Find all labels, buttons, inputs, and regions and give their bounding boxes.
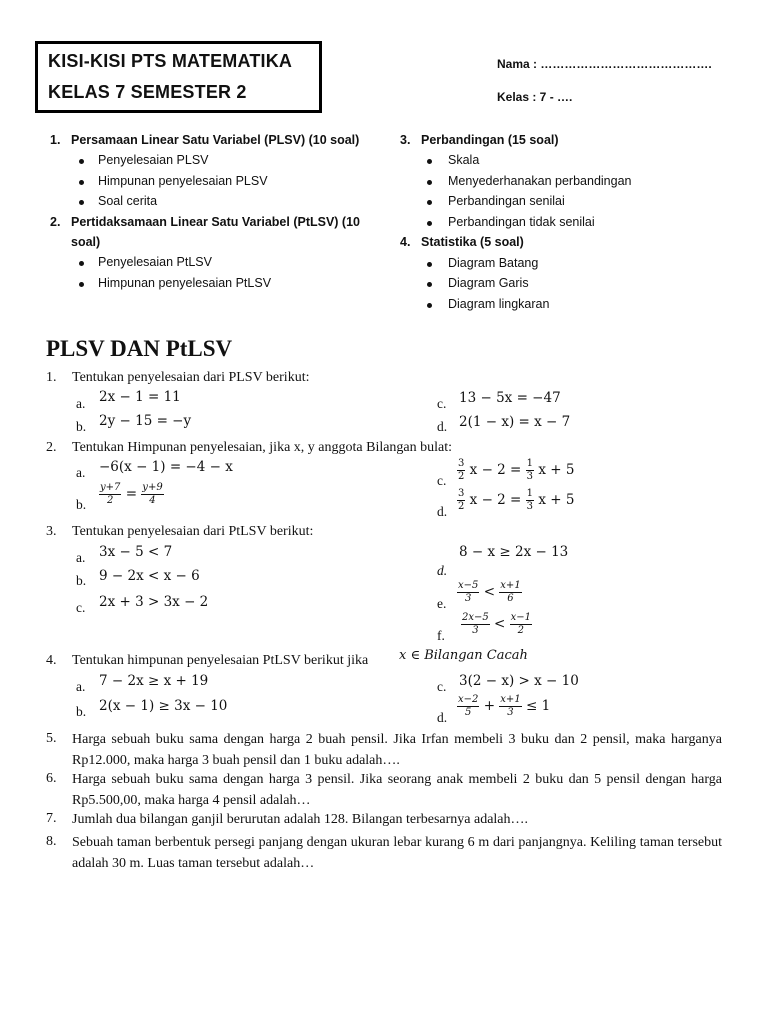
q4-d-den2: 3 (507, 707, 514, 718)
q3-f-label: f. (437, 628, 445, 643)
q4-d-num1: x−2 (458, 694, 479, 705)
q3-text: Tentukan penyelesaian dari PtLSV berikut: (72, 524, 314, 539)
q2-c-num1: 3 (458, 458, 465, 469)
q4-text: Tentukan himpunan penyelesaian PtLSV berikut jika (72, 653, 369, 668)
q3-e-num1: x−5 (458, 580, 479, 591)
q4-b-label: b. (76, 704, 87, 719)
q4-c-label: c. (437, 679, 447, 694)
q3-b-equation: 9 − 2x < x − 6 (99, 568, 200, 584)
q2-d-middle: x − 2 = (469, 492, 522, 508)
q1-text: Tentukan penyelesaian dari PLSV berikut: (72, 370, 310, 385)
q7-text: Jumlah dua bilangan ganjil berurutan adalah 128. Bilangan terbesarnya adalah…. (72, 812, 529, 827)
q3-f-den1: 3 (472, 625, 479, 636)
outline-3-title: Perbandingan (15 soal) (421, 133, 559, 147)
outline-1-num: 1. (50, 133, 61, 147)
q3-d-label: d. (437, 563, 448, 578)
bullet-icon (79, 282, 84, 287)
q3-d-equation: 8 − x ≥ 2x − 13 (459, 544, 569, 560)
q2-c-den1: 2 (458, 471, 465, 482)
q2-a-label: a. (76, 465, 86, 480)
outline-2-title-cont: soal) (71, 235, 101, 249)
outline-2-title: Pertidaksamaan Linear Satu Variabel (PtLSV) (10 (71, 215, 361, 229)
bullet-icon (79, 261, 84, 266)
q4-d-operator: + (483, 698, 495, 714)
outline-4-num: 4. (400, 235, 411, 249)
q2-c-den2: 3 (526, 471, 534, 482)
q8-text: Sebuah taman berbentuk persegi panjang dengan ukuran lebar kurang 6 m dari panjangnya. Keliling taman tersebut adalah 30 m. Luas taman tersebut adalah… (72, 835, 722, 871)
outline-3-item: Perbandingan senilai (448, 194, 565, 208)
q2-d-num2: 1 (526, 488, 534, 499)
bullet-icon (427, 303, 432, 308)
q4-a-equation: 7 − 2x ≥ x + 19 (99, 673, 209, 689)
q2-b-label: b. (76, 497, 87, 512)
q3-c-label: c. (76, 600, 86, 615)
q2-c-label: c. (437, 473, 447, 488)
q8-number: 8. (46, 834, 57, 849)
outline-4-item: Diagram Garis (448, 276, 529, 290)
q3-f-den2: 2 (517, 625, 525, 636)
q2-b-equals: = (125, 486, 137, 502)
q1-c-label: c. (437, 396, 447, 411)
outline-1-item: Penyelesaian PLSV (98, 153, 209, 167)
q2-d-equation (457, 489, 574, 512)
q3-e-den1: 3 (465, 593, 472, 604)
q2-b-num2: y+9 (142, 482, 163, 493)
bullet-icon (79, 159, 84, 164)
q5-text: Harga sebuah buku sama dengan harga 2 buah pensil. Jika Irfan membeli 3 buku dan 2 pensil, maka harganya Rp12.000, maka harga 3 buah pensil dan 1 buku adalah…. (72, 732, 722, 768)
q4-d-den1: 5 (465, 707, 472, 718)
bullet-icon (427, 282, 432, 287)
q3-e-operator: < (483, 584, 495, 600)
q3-number: 3. (46, 524, 57, 539)
title-box (35, 41, 322, 113)
q7-number: 7. (46, 811, 57, 826)
q4-number: 4. (46, 653, 57, 668)
q4-d-num2: x+1 (500, 694, 521, 705)
q2-b-equation (99, 483, 164, 506)
q3-e-label: e. (437, 596, 447, 611)
q2-d-label: d. (437, 504, 448, 519)
q4-d-label: d. (437, 710, 448, 725)
q3-b-label: b. (76, 573, 87, 588)
q4-d-end: ≤ 1 (525, 698, 551, 714)
outline-1-item: Himpunan penyelesaian PLSV (98, 174, 268, 188)
q2-b-den1: 2 (107, 495, 114, 506)
q2-text: Tentukan Himpunan penyelesaian, jika x, y anggota Bilangan bulat: (72, 440, 453, 455)
title-line-2: KELAS 7 SEMESTER 2 (48, 82, 247, 102)
q1-number: 1. (46, 370, 57, 385)
q3-a-equation: 3x − 5 < 7 (99, 544, 173, 560)
outline-3-num: 3. (400, 133, 411, 147)
q2-number: 2. (46, 440, 57, 455)
q6-number: 6. (46, 771, 57, 786)
q2-d-end: x + 5 (538, 492, 575, 508)
bullet-icon (427, 200, 432, 205)
q3-e-inequality (457, 581, 522, 604)
section-title: PLSV DAN PtLSV (46, 336, 233, 361)
q1-d-equation: 2(1 − x) = x − 7 (459, 414, 571, 430)
outline-3-item: Perbandingan tidak senilai (448, 215, 595, 229)
bullet-icon (427, 221, 432, 226)
outline-2-num: 2. (50, 215, 61, 229)
outline-2-item: Himpunan penyelesaian PtLSV (98, 276, 272, 290)
q4-condition: x ∈ Bilangan Cacah (399, 648, 528, 663)
q6-text: Harga sebuah buku sama dengan harga 3 pensil. Jika seorang anak membeli 2 buku dan 5 pensil dengan harga Rp5.500,00, maka harga 4 pensil adalah… (72, 772, 722, 808)
outline-2-item: Penyelesaian PtLSV (98, 255, 212, 269)
bullet-icon (79, 200, 84, 205)
q2-c-equation (457, 459, 574, 482)
title-line-1: KISI-KISI PTS MATEMATIKA (48, 51, 293, 71)
q3-f-operator: < (494, 616, 506, 632)
q4-d-inequality (457, 695, 550, 718)
q3-f-num2: x−1 (510, 612, 532, 623)
q3-c-equation: 2x + 3 > 3x − 2 (99, 594, 209, 610)
q1-a-label: a. (76, 396, 86, 411)
q2-c-num2: 1 (526, 458, 534, 469)
outline-3-item: Menyederhanakan perbandingan (448, 174, 632, 188)
q2-d-den2: 3 (526, 501, 534, 512)
q2-d-num1: 3 (458, 488, 465, 499)
outline-1-title: Persamaan Linear Satu Variabel (PLSV) (10 soal) (71, 133, 360, 147)
q1-d-label: d. (437, 419, 448, 434)
bullet-icon (427, 180, 432, 185)
outline-4-item: Diagram Batang (448, 256, 539, 270)
q4-b-equation: 2(x − 1) ≥ 3x − 10 (99, 698, 228, 714)
q3-f-inequality (461, 613, 532, 636)
q2-d-den1: 2 (458, 501, 465, 512)
outline-1-item: Soal cerita (98, 194, 158, 208)
q1-b-label: b. (76, 419, 87, 434)
q2-b-num1: y+7 (100, 482, 121, 493)
q2-a-equation: −6(x − 1) = −4 − x (99, 459, 233, 475)
outline-4-item: Diagram lingkaran (448, 297, 550, 311)
bullet-icon (79, 180, 84, 185)
q2-b-den2: 4 (149, 495, 156, 506)
kelas-field: Kelas : 7 - …. (497, 90, 573, 104)
q3-e-num2: x+1 (500, 580, 521, 591)
bullet-icon (427, 159, 432, 164)
q3-f-num1: 2x−5 (462, 612, 489, 623)
q2-c-middle: x − 2 = (469, 462, 522, 478)
q1-a-equation: 2x − 1 = 11 (99, 389, 181, 405)
nama-field: Nama : ……………………………………. (497, 57, 712, 71)
q5-number: 5. (46, 731, 57, 746)
q4-a-label: a. (76, 679, 86, 694)
outline-4-title: Statistika (5 soal) (421, 235, 524, 249)
q1-b-equation: 2y − 15 = −y (99, 413, 192, 429)
q1-c-equation: 13 − 5x = −47 (459, 390, 561, 406)
q4-c-equation: 3(2 − x) > x − 10 (459, 673, 579, 689)
q2-c-end: x + 5 (538, 462, 575, 478)
q3-e-den2: 6 (507, 593, 514, 604)
outline-3-item: Skala (448, 153, 480, 167)
q3-a-label: a. (76, 550, 86, 565)
bullet-icon (427, 262, 432, 267)
